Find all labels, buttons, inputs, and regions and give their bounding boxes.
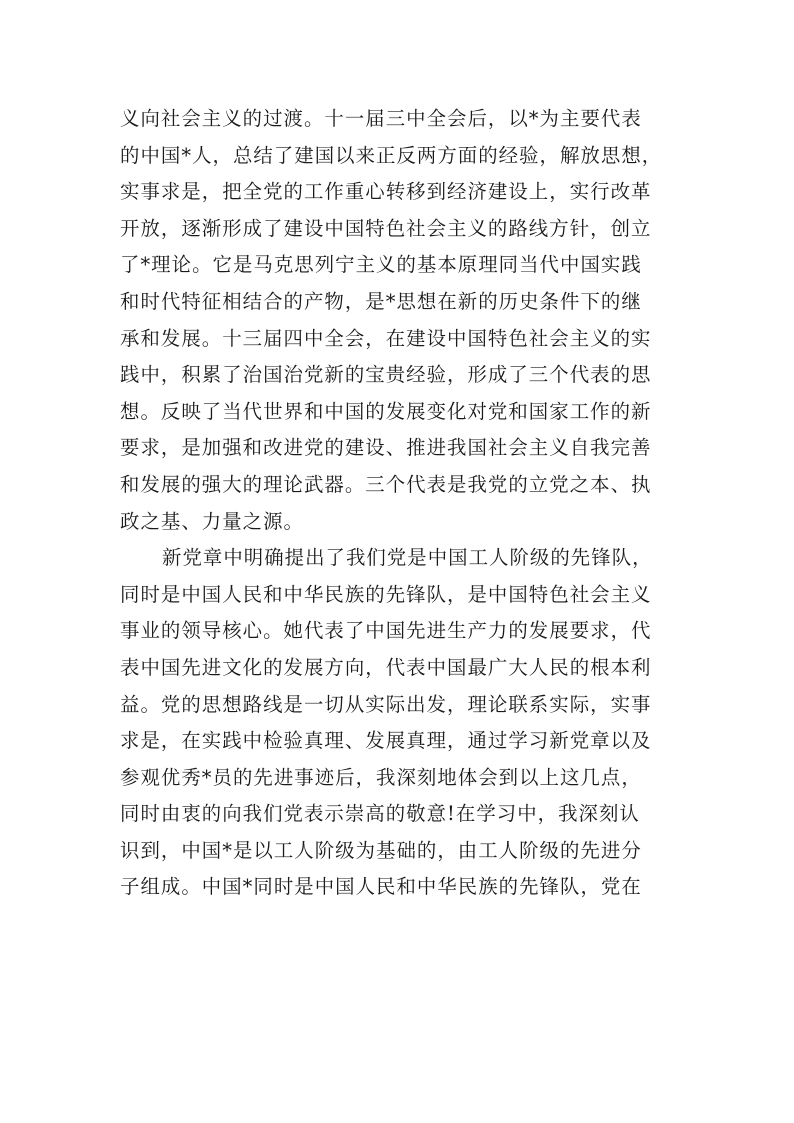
text-line: 想。反映了当代世界和中国的发展变化对党和国家工作的新 [120,399,652,423]
text-line: 参观优秀*员的先进事迹后，我深刻地体会到以上这几点， [120,765,642,789]
text-line: 识到，中国*是以工人阶级为基础的，由工人阶级的先进分 [120,838,642,862]
text-line: 同时由衷的向我们党表示崇高的敬意!在学习中，我深刻认 [120,802,640,826]
text-line: 求是，在实践中检验真理、发展真理，通过学习新党章以及 [120,729,652,753]
text-line: 子组成。中国*同时是中国人民和中华民族的先锋队，党在 [120,875,642,899]
text-line: 开放，逐渐形成了建设中国特色社会主义的路线方针，创立 [120,216,652,240]
text-line: 了*理论。它是马克思列宁主义的基本原理同当代中国实践 [120,253,642,277]
text-line: 和时代特征相结合的产物，是*思想在新的历史条件下的继 [120,289,642,313]
text-line: 的中国*人，总结了建国以来正反两方面的经验，解放思想， [120,143,663,167]
text-line: 同时是中国人民和中华民族的先锋队，是中国特色社会主义 [120,582,652,606]
text-line: 义向社会主义的过渡。十一届三中全会后，以*为主要代表 [120,107,642,130]
text-line: 践中，积累了治国治党新的宝贵经验，形成了三个代表的思 [120,363,652,387]
text-line: 益。党的思想路线是一切从实际出发，理论联系实际，实事 [120,692,652,716]
text-line: 表中国先进文化的发展方向，代表中国最广大人民的根本利 [120,655,652,679]
text-line: 政之基、力量之源。 [120,509,304,533]
text-line: 承和发展。十三届四中全会，在建设中国特色社会主义的实 [120,326,652,350]
text-line: 实事求是，把全党的工作重心转移到经济建设上，实行改革 [120,180,652,204]
text-line: 事业的领导核心。她代表了中国先进生产力的发展要求，代 [120,619,652,643]
body-text [120,101,680,906]
text-line: 和发展的强大的理论武器。三个代表是我党的立党之本、执 [120,472,652,496]
paragraph-start-line: 新党章中明确提出了我们党是中国工人阶级的先锋队， [162,546,653,570]
text-line: 要求，是加强和改进党的建设、推进我国社会主义自我完善 [120,436,652,460]
